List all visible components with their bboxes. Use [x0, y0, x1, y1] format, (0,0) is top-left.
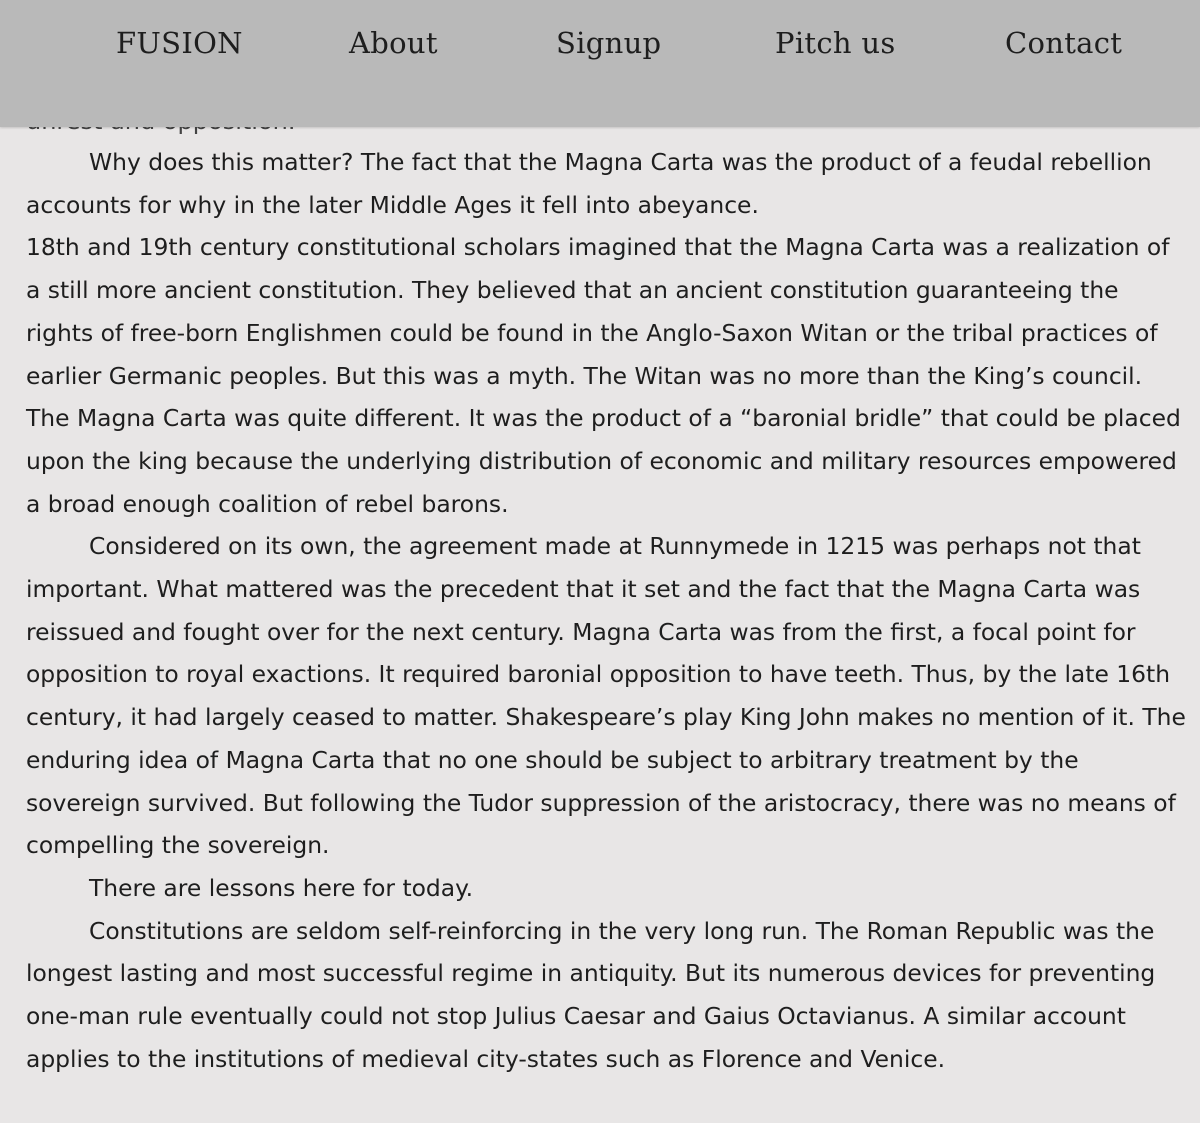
top-navigation-bar [0, 0, 1200, 127]
nav-link-fusion[interactable]: FUSION [116, 26, 243, 60]
article-paragraph: Constitutions are seldom self-reinforcing in the very long run. The Roman Republic was the longest lasting and most successful regime in antiquity. But its numerous devices for preventing one-man rule eventually could not stop Julius Caesar and Gaius Octavianus. A similar account applies to the institutions of medieval city-states such as Florence and Venice. [26, 916, 1156, 1073]
nav-link-pitch-us[interactable]: Pitch us [775, 26, 896, 60]
article-paragraph: 18th and 19th century constitutional scholars imagined that the Magna Carta was a realization of a still more ancient constitution. They believed that an ancient constitution guaranteeing the rights of free-born Englishmen could be found in the Anglo-Saxon Witan or the tribal practices of earlier Germanic peoples. But this was a myth. The Witan was no more than the King’s council. The Magna Carta was quite different. It was the product of a “baronial bridle” that could be placed upon the king because the underlying distribution of economic and military resources empowered a broad enough coalition of rebel barons. [26, 233, 1181, 518]
article-paragraph: Considered on its own, the agreement made at Runnymede in 1215 was perhaps not that important. What mattered was the precedent that it set and the fact that the Magna Carta was reissued and fought over for the next century. Magna Carta was from the first, a focal point for opposition to royal exactions. It required baronial opposition to have teeth. Thus, by the late 16th century, it had largely ceased to matter. Shakespeare’s play King John makes no mention of it. The enduring idea of Magna Carta that no one should be subject to arbitrary treatment by the sovereign survived. But following the Tudor suppression of the aristocracy, there was no means of compelling the sovereign. [26, 532, 1186, 860]
nav-link-about[interactable]: About [349, 26, 438, 60]
article-paragraph: There are lessons here for today. [89, 873, 474, 902]
article-paragraph: Why does this matter? The fact that the Magna Carta was the product of a feudal rebellion accounts for why in the later Middle Ages it fell into abeyance. [26, 148, 1152, 219]
nav-link-signup[interactable]: Signup [556, 26, 662, 60]
nav-link-contact[interactable]: Contact [1005, 26, 1123, 60]
article-body [26, 141, 1190, 1080]
